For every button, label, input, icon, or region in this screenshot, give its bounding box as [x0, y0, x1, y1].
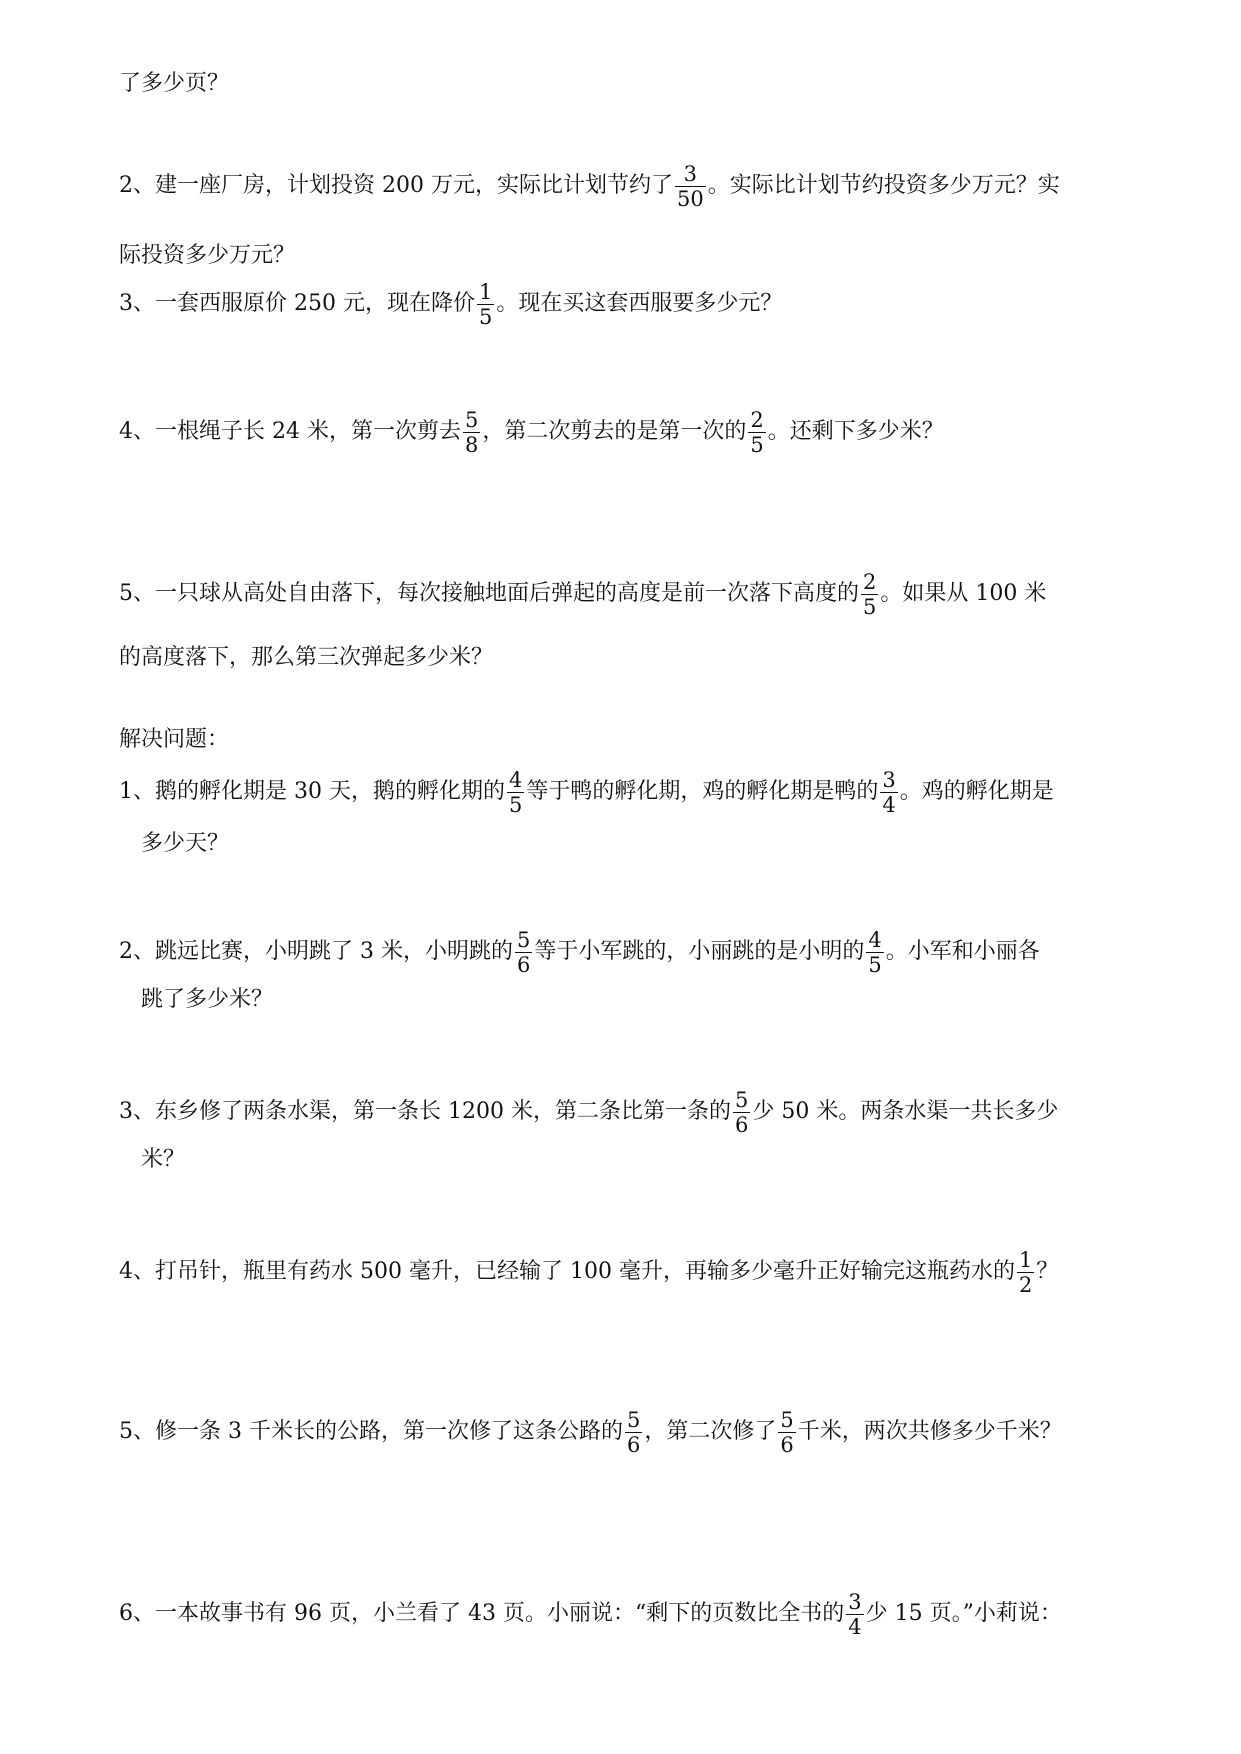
fraction-numerator: 2	[750, 407, 764, 432]
line-text: 3、一套西服原价 250 元，现在降价	[119, 291, 475, 316]
fraction	[733, 1088, 750, 1137]
fraction-denominator: 5	[863, 594, 877, 619]
fraction	[463, 408, 480, 457]
line-text: 3、东乡修了两条水渠，第一条长 1200 米，第二条比第一条的	[119, 1099, 731, 1124]
line-text: 4、打吊针，瓶里有药水 500 毫升，已经输了 100 毫升，再输多少毫升正好输完这瓶药水的	[119, 1259, 1015, 1284]
line-text: 了多少页？	[119, 71, 230, 96]
fraction-numerator: 5	[626, 1407, 641, 1432]
fraction-denominator: 5	[478, 304, 493, 329]
fraction-denominator: 6	[516, 952, 531, 977]
fraction	[778, 1408, 795, 1457]
question-3	[119, 276, 782, 332]
problem-1-line-1	[119, 764, 1054, 820]
fraction	[515, 928, 532, 977]
question-5-line-2	[119, 630, 493, 686]
fraction-numerator: 2	[863, 569, 877, 594]
fraction-numerator: 1	[1018, 1247, 1033, 1272]
line-text: 跳了多少米？	[141, 987, 274, 1012]
line-text: 5、一只球从高处自由落下，每次接触地面后弹起的高度是前一次落下高度的	[119, 581, 859, 606]
fraction-numerator: 5	[734, 1087, 749, 1112]
problem-2-line-2	[141, 972, 273, 1028]
fraction-numerator: 1	[478, 279, 493, 304]
line-text: 多少天？	[141, 831, 230, 856]
line-text: ？	[1036, 1259, 1059, 1284]
question-line-1-continuation	[119, 56, 229, 112]
fraction-numerator: 3	[848, 1589, 862, 1614]
fraction-denominator: 6	[780, 1432, 794, 1457]
fraction-numerator: 4	[508, 767, 523, 792]
line-text: 米？	[141, 1147, 186, 1172]
problem-6-line-1	[119, 1586, 1062, 1642]
line-text: 际投资多少万元？	[119, 243, 296, 268]
fraction-numerator: 5	[464, 407, 479, 432]
problem-5	[119, 1404, 1062, 1460]
line-text: 等于鸭的孵化期，鸡的孵化期是鸭的	[526, 779, 879, 804]
fraction	[1017, 1248, 1034, 1297]
fraction-numerator: 4	[868, 927, 882, 952]
line-text: 2、跳远比赛，小明跳了 3 米，小明跳的	[119, 939, 513, 964]
line-text: 5、修一条 3 千米长的公路，第一次修了这条公路的	[119, 1419, 623, 1444]
question-4	[119, 404, 944, 460]
fraction-numerator: 3	[882, 767, 896, 792]
problem-3-line-1	[119, 1084, 1058, 1140]
line-text: 少 50 米。两条水渠一共长多少	[752, 1099, 1059, 1124]
fraction-denominator: 6	[734, 1112, 749, 1137]
fraction	[748, 408, 765, 457]
line-text: 。鸡的孵化期是	[899, 779, 1054, 804]
fraction	[625, 1408, 642, 1457]
line-text: ，第二次修了	[644, 1419, 777, 1444]
line-text: 。小军和小丽各	[885, 939, 1040, 964]
line-text: 。实际比计划节约投资多少万元？实	[707, 173, 1060, 198]
fraction	[880, 768, 897, 817]
fraction	[507, 768, 524, 817]
line-text: 。还剩下多少米？	[767, 419, 944, 444]
fraction-numerator: 5	[780, 1407, 794, 1432]
fraction-denominator: 5	[508, 792, 523, 817]
fraction	[675, 162, 706, 211]
fraction-denominator: 6	[626, 1432, 641, 1457]
question-5-line-1	[119, 566, 1046, 622]
fraction	[861, 570, 878, 619]
fraction-denominator: 4	[848, 1614, 862, 1639]
line-text: 的高度落下，那么第三次弹起多少米？	[119, 645, 494, 670]
section-heading	[119, 712, 229, 768]
line-text: 。如果从 100 米	[880, 581, 1047, 606]
line-text: 等于小军跳的，小丽跳的是小明的	[534, 939, 865, 964]
line-text: 解决问题：	[119, 727, 230, 752]
fraction	[477, 280, 494, 329]
problem-3-line-2	[141, 1132, 185, 1188]
line-text: 1、鹅的孵化期是 30 天，鹅的孵化期的	[119, 779, 505, 804]
problem-1-line-2	[141, 816, 229, 872]
fraction	[846, 1590, 863, 1639]
fraction-numerator: 3	[683, 161, 698, 186]
line-text: 。现在买这套西服要多少元？	[496, 291, 783, 316]
fraction-denominator: 50	[676, 186, 704, 211]
fraction-denominator: 4	[882, 792, 896, 817]
line-text: 2、建一座厂房，计划投资 200 万元，实际比计划节约了	[119, 173, 673, 198]
line-text: 4、一根绳子长 24 米，第一次剪去	[119, 419, 461, 444]
line-text: ，第二次剪去的是第一次的	[482, 419, 747, 444]
line-text: 少 15 页。”小莉说：	[865, 1601, 1062, 1626]
line-text: 千米，两次共修多少千米？	[797, 1419, 1062, 1444]
fraction-denominator: 5	[868, 952, 882, 977]
line-text: 6、一本故事书有 96 页，小兰看了 43 页。小丽说：“剩下的页数比全书的	[119, 1601, 845, 1626]
problem-4	[119, 1244, 1058, 1300]
fraction-numerator: 5	[516, 927, 531, 952]
fraction-denominator: 5	[750, 432, 764, 457]
question-2-line-1	[119, 158, 1060, 214]
fraction-denominator: 8	[464, 432, 479, 457]
fraction-denominator: 2	[1018, 1272, 1033, 1297]
fraction	[866, 928, 883, 977]
